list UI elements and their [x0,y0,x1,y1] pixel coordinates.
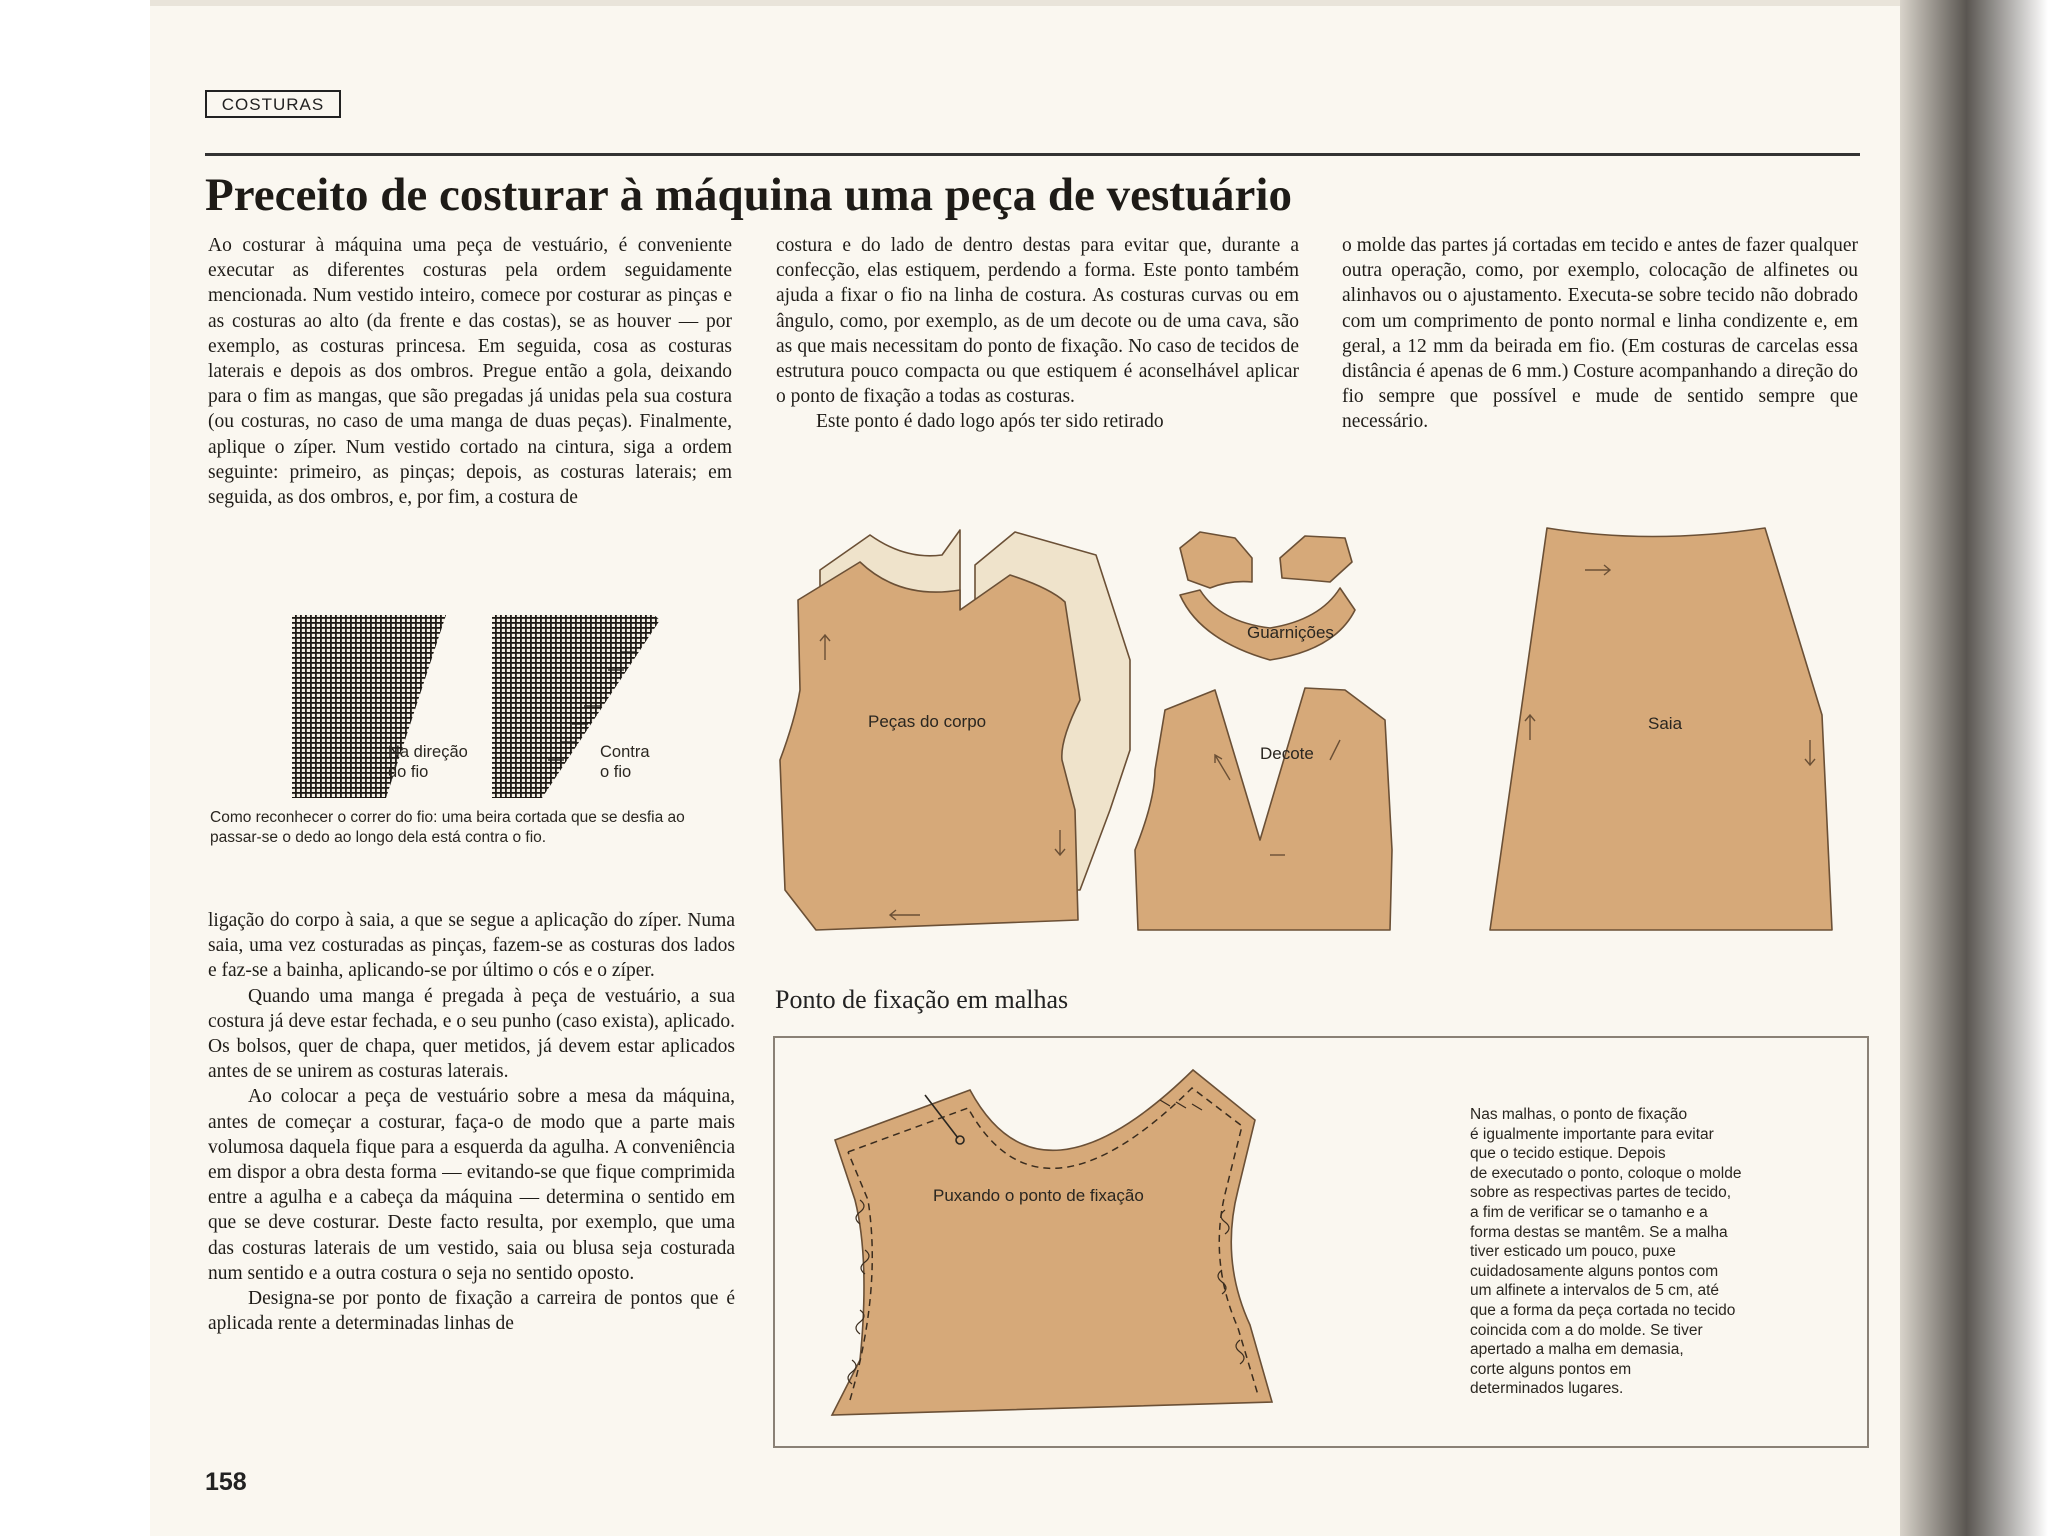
label-neckline: Decote [1260,744,1314,763]
label-pulling-stitch: Puxando o ponto de fixação [933,1186,1144,1205]
knit-section-heading: Ponto de fixação em malhas [775,985,1069,1014]
knit-fabric-piece [832,1070,1272,1415]
column-3 [1342,233,1858,435]
page-top-edge [150,0,1900,6]
paragraph: Ao colocar a peça de vestuário sobre a mesa da máquina, antes de começar a costurar, faça-o de modo que a parte mais volumosa daquela fique para a esquerda da agulha. A conveniência em dispor a obra desta forma — evitando-se que fique comprimida entre a agulha e a cabeça da máquina — determina o sentido em que se deve costurar. Deste facto resulta, por exemplo, que uma das costuras laterais de um vestido, saia ou blusa seja costurada num sentido e a outra costura o seja no sentido oposto. [208,1086,735,1284]
label-body-pieces: Peças do corpo [868,712,987,731]
paragraph: ligação do corpo à saia, a que se segue a aplicação do zíper. Numa saia, uma vez costuradas as pinças, fazem-se as costuras dos lados e faz-se a bainha, aplicando-se por último o cós e o zíper. [208,910,735,982]
paragraph: o molde das partes já cortadas em tecido e antes de fazer qualquer outra operação, como, por exemplo, colocação de alfinetes ou alinhavos ou o ajustamento. Executa-se sobre tecido não dobrado com um comprimento de ponto normal e linha condizente e, em geral, a 12 mm da beirada em fio. (Em costuras de carcelas essa distância é apenas de 6 mm.) Costure acompanhando a direção do fio sempre que possível e mude de sentido sempre que necessário. [1342,235,1858,433]
label-with-grain: Na direção do fio [388,743,468,781]
page-number: 158 [205,1468,247,1496]
column-1 [208,233,732,510]
label-skirt: Saia [1648,714,1683,733]
paragraph: costura e do lado de dentro destas para evitar que, durante a confecção, elas estiquem, perdendo a forma. Este ponto também ajuda a fixar o fio na linha de costura. As costuras curvas ou em ângulo, como, por exemplo, as de um decote ou de uma cava, são as que mais necessitam do ponto de fixação. No caso de tecidos de estrutura pouco compacta ou que estiquem é aconselhável aplicar o ponto de fixação a todas as costuras. [776,235,1299,408]
paragraph: Designa-se por ponto de fixação a carreira de pontos que é aplicada rente a determinadas linhas de [208,1288,735,1335]
label-against-grain: Contra o fio [600,743,650,781]
body-front-piece [780,562,1080,930]
paragraph: Ao costurar à máquina uma peça de vestuário, é conveniente executar as diferentes costuras pela ordem seguidamente mencionada. Num vestido inteiro, comece por costurar as pinças e as costuras ao alto (da frente e das costas), se as houver — por exemplo, as costuras princesa. Em seguida, cosa as costuras laterais e depois as dos ombros. Pregue então a gola, deixando para o fim as mangas, que são pregadas já unidas pela sua costura (ou costuras, no caso de uma manga de duas peças). Finalmente, aplique o zíper. Num vestido cortado na cintura, siga a ordem seguinte: primeiro, as pinças; depois, as costuras laterais; em seguida, as dos ombros, e, por fim, a costura de [208,235,732,509]
column-2 [776,233,1299,435]
column-1-continued [208,908,735,1336]
paragraph: Quando uma manga é pregada à peça de vestuário, a sua costura já deve estar fechada, e o seu punho (caso exista), aplicado. Os bolsos, quer de chapa, quer metidos, já devem estar aplicados antes de se unirem as costuras laterais. [208,985,735,1083]
facing-piece [1180,532,1252,588]
label-facings: Guarnições [1247,623,1334,642]
facing-piece [1280,536,1352,582]
page-title: Preceito de costurar à máquina uma peça de vestuário [205,169,1292,221]
header-rule [205,153,1860,156]
pattern-pieces-figure [760,510,1870,940]
grain-caption: Como reconhecer o correr do fio: uma beira cortada que se desfia ao passar-se o dedo ao longo dela está contra o fio. [210,809,685,846]
neckline-piece [1135,688,1392,930]
section-tag: COSTURAS [205,90,341,118]
paragraph: Este ponto é dado logo após ter sido retirado [816,411,1164,433]
knit-diagram [820,1060,1400,1440]
page-gutter-shadow [1900,0,2048,1536]
knit-note: Nas malhas, o ponto de fixação é igualmente importante para evitar que o tecido estique. Depois de executado o ponto, coloque o molde sobre as respectivas partes de tecido, a fim de verificar se o tamanho e a forma destas se mantêm. Se a malha tiver esticado um pouco, puxe cuidadosamente alguns pontos com um alfinete a intervalos de 5 cm, até que a forma da peça cortada no tecido coincida com a do molde. Se tiver apertado a malha em demasia, corte alguns pontos em determinados lugares. [1470,1106,1742,1398]
